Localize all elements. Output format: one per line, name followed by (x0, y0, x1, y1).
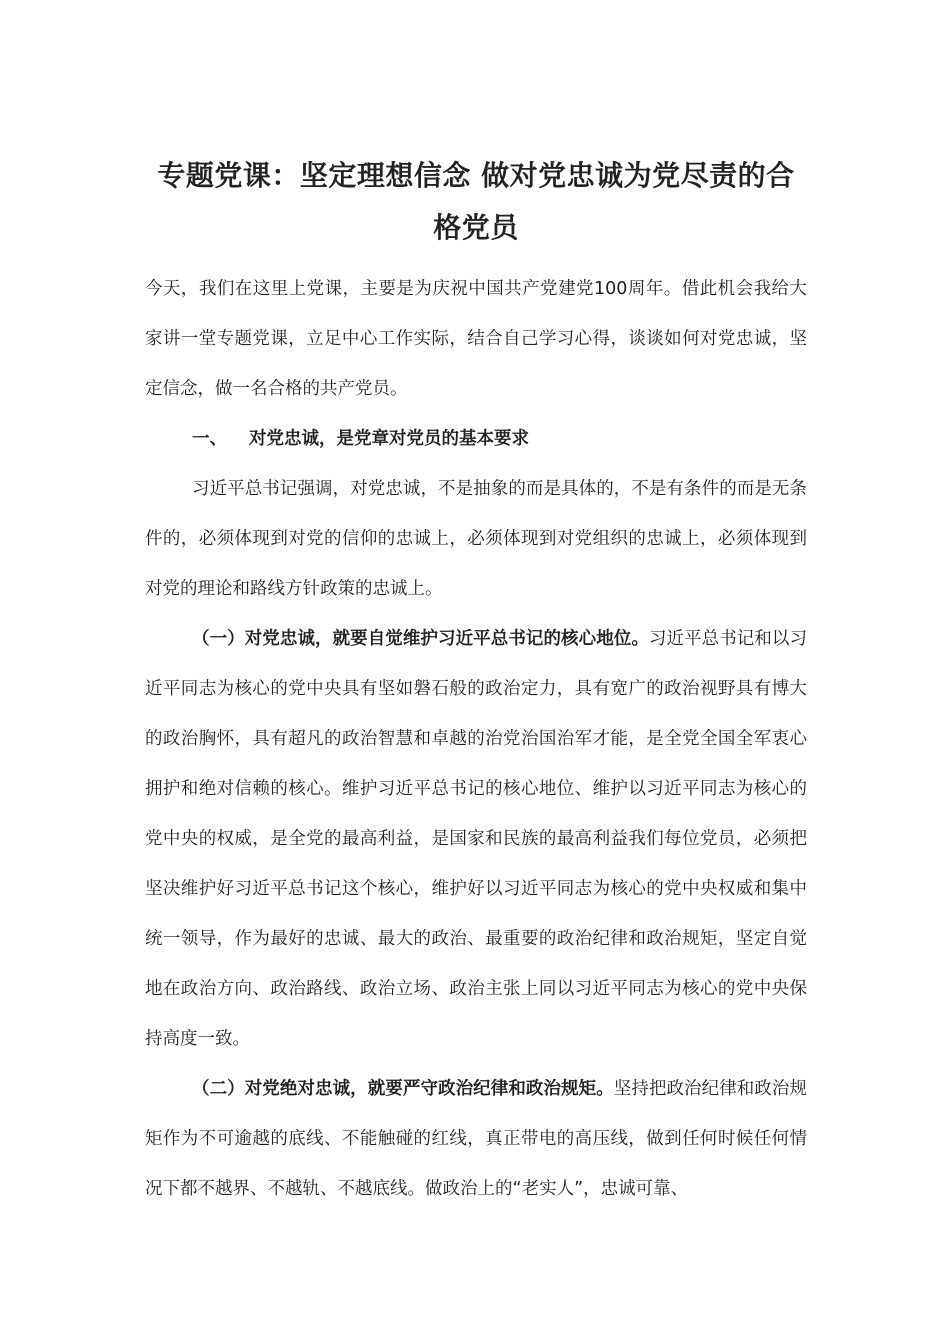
intro-paragraph: 今天，我们在这里上党课，主要是为庆祝中国共产党建党100周年。借此机会我给大家讲一堂专题党课，立足中心工作实际，结合自己学习心得，谈谈如何对党忠诚，坚定信念，做一名合格的共产党员。 (145, 279, 807, 399)
document-page (145, 150, 807, 1214)
subsection-1-body: 习近平总书记和以习近平同志为核心的党中央具有坚如磐石般的政治定力，具有宽广的政治视野具有博大的政治胸怀，具有超凡的政治智慧和卓越的治党治国治军才能，是全党全国全军衷心拥护和绝对信赖的核心。维护习近平总书记的核心地位、维护以习近平同志为核心的党中央的权威，是全党的最高利益，是国家和民族的最高利益我们每位党员，必须把坚决维护好习近平总书记这个核心，维护好以习近平同志为核心的党中央权威和集中统一领导，作为最好的忠诚、最大的政治、最重要的政治纪律和政治规矩，坚定自觉地在政治方向、政治路线、政治立场、政治主张上同以习近平同志为核心的党中央保持高度一致。 (145, 629, 808, 1049)
subsection-1-lead: （一）对党忠诚，就要自觉维护习近平总书记的核心地位。 (192, 629, 649, 649)
subsection-2-body: 坚持把政治纪律和政治规矩作为不可逾越的底线、不能触碰的红线，真正带电的高压线，做到任何时候任何情况下都不越界、不越轨、不越底线。做政治上的“老实人”，忠诚可靠、 (145, 1079, 808, 1199)
subsection-1-paragraph (145, 614, 807, 1064)
subsection-2-lead: （二）对党绝对忠诚，就要严守政治纪律和政治规矩。 (192, 1079, 614, 1099)
section-number: 一、 (192, 429, 227, 449)
section1-paragraph: 习近平总书记强调，对党忠诚，不是抽象的而是具体的，不是有条件的而是无条件的，必须体现到对党的信仰的忠诚上，必须体现到对党组织的忠诚上，必须体现到对党的理论和路线方针政策的忠诚上。 (145, 479, 807, 599)
subsection-2-paragraph (145, 1064, 807, 1214)
document-title: 专题党课：坚定理想信念 做对党忠诚为党尽责的合格党员 (157, 159, 795, 244)
section-heading-text: 对党忠诚，是党章对党员的基本要求 (249, 429, 529, 449)
section-heading-1 (145, 414, 807, 464)
